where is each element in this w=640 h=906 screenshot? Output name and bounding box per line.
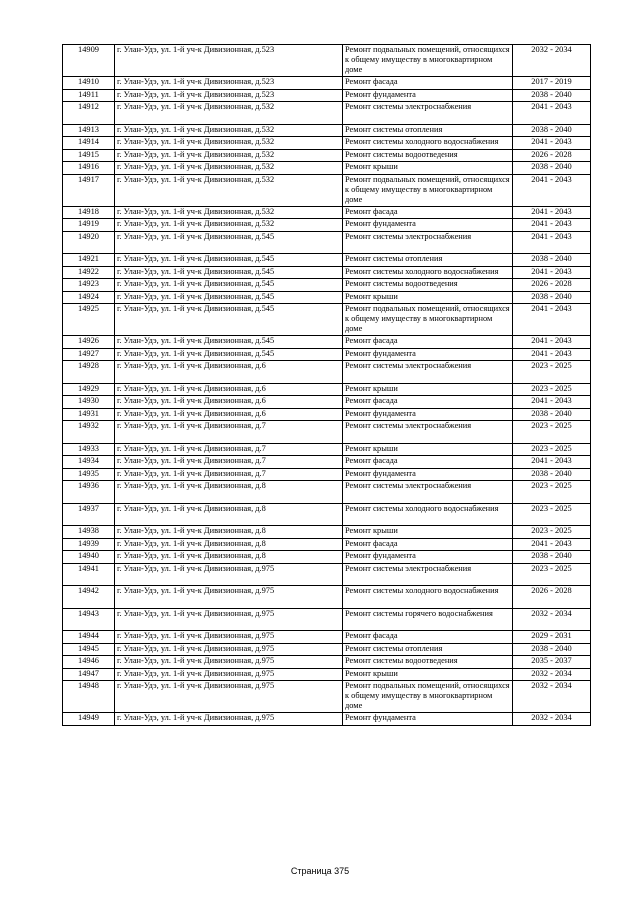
cell-num: 14932 (63, 421, 115, 444)
table-row (63, 206, 591, 219)
cell-work: Ремонт фасада (343, 336, 513, 349)
cell-num: 14925 (63, 304, 115, 336)
cell-addr: г. Улан-Удэ, ул. 1-й уч-к Дивизионная, д.532 (115, 137, 343, 150)
cell-work: Ремонт системы электроснабжения (343, 421, 513, 444)
cell-num: 14947 (63, 668, 115, 681)
table-row (63, 149, 591, 162)
table-row (63, 174, 591, 206)
cell-period: 2023 - 2025 (513, 526, 591, 539)
cell-addr: г. Улан-Удэ, ул. 1-й уч-к Дивизионная, д.975 (115, 668, 343, 681)
cell-work: Ремонт подвальных помещений, относящихся к общему имуществу в многоквартирном доме (343, 174, 513, 206)
cell-num: 14911 (63, 89, 115, 102)
cell-period: 2038 - 2040 (513, 643, 591, 656)
cell-period: 2032 - 2034 (513, 681, 591, 713)
cell-addr: г. Улан-Удэ, ул. 1-й уч-к Дивизионная, д.545 (115, 266, 343, 279)
cell-period: 2023 - 2025 (513, 361, 591, 384)
cell-period: 2038 - 2040 (513, 291, 591, 304)
cell-period: 2041 - 2043 (513, 336, 591, 349)
cell-num: 14919 (63, 219, 115, 232)
cell-work: Ремонт фундамента (343, 408, 513, 421)
cell-work: Ремонт системы отопления (343, 254, 513, 267)
table-row (63, 266, 591, 279)
cell-addr: г. Улан-Удэ, ул. 1-й уч-к Дивизионная, д.975 (115, 608, 343, 631)
cell-addr: г. Улан-Удэ, ул. 1-й уч-к Дивизионная, д.6 (115, 383, 343, 396)
table-row (63, 336, 591, 349)
cell-addr: г. Улан-Удэ, ул. 1-й уч-к Дивизионная, д.532 (115, 219, 343, 232)
cell-work: Ремонт крыши (343, 162, 513, 175)
table-row (63, 304, 591, 336)
table-row (63, 551, 591, 564)
cell-addr: г. Улан-Удэ, ул. 1-й уч-к Дивизионная, д.545 (115, 231, 343, 254)
cell-work: Ремонт фундамента (343, 551, 513, 564)
cell-addr: г. Улан-Удэ, ул. 1-й уч-к Дивизионная, д.8 (115, 503, 343, 526)
table-row (63, 254, 591, 267)
cell-num: 14915 (63, 149, 115, 162)
cell-num: 14928 (63, 361, 115, 384)
table-row (63, 408, 591, 421)
cell-num: 14937 (63, 503, 115, 526)
cell-num: 14924 (63, 291, 115, 304)
cell-num: 14912 (63, 102, 115, 125)
cell-addr: г. Улан-Удэ, ул. 1-й уч-к Дивизионная, д.8 (115, 481, 343, 504)
cell-addr: г. Улан-Удэ, ул. 1-й уч-к Дивизионная, д.532 (115, 206, 343, 219)
cell-addr: г. Улан-Удэ, ул. 1-й уч-к Дивизионная, д.975 (115, 681, 343, 713)
cell-addr: г. Улан-Удэ, ул. 1-й уч-к Дивизионная, д.532 (115, 149, 343, 162)
cell-work: Ремонт системы электроснабжения (343, 102, 513, 125)
cell-period: 2026 - 2028 (513, 279, 591, 292)
table-row (63, 162, 591, 175)
cell-addr: г. Улан-Удэ, ул. 1-й уч-к Дивизионная, д.8 (115, 526, 343, 539)
table-row (63, 396, 591, 409)
cell-addr: г. Улан-Удэ, ул. 1-й уч-к Дивизионная, д.6 (115, 408, 343, 421)
cell-num: 14942 (63, 586, 115, 609)
cell-period: 2041 - 2043 (513, 231, 591, 254)
cell-addr: г. Улан-Удэ, ул. 1-й уч-к Дивизионная, д.532 (115, 162, 343, 175)
cell-period: 2032 - 2034 (513, 668, 591, 681)
cell-period: 2023 - 2025 (513, 443, 591, 456)
cell-addr: г. Улан-Удэ, ул. 1-й уч-к Дивизионная, д.523 (115, 89, 343, 102)
cell-work: Ремонт фундамента (343, 713, 513, 726)
cell-work: Ремонт крыши (343, 383, 513, 396)
cell-period: 2038 - 2040 (513, 162, 591, 175)
cell-period: 2041 - 2043 (513, 219, 591, 232)
cell-addr: г. Улан-Удэ, ул. 1-й уч-к Дивизионная, д.975 (115, 643, 343, 656)
cell-num: 14922 (63, 266, 115, 279)
table-row (63, 563, 591, 586)
cell-work: Ремонт системы водоотведения (343, 656, 513, 669)
cell-period: 2041 - 2043 (513, 174, 591, 206)
cell-period: 2041 - 2043 (513, 304, 591, 336)
cell-work: Ремонт системы электроснабжения (343, 481, 513, 504)
cell-period: 2041 - 2043 (513, 206, 591, 219)
cell-work: Ремонт системы отопления (343, 643, 513, 656)
cell-num: 14926 (63, 336, 115, 349)
cell-num: 14930 (63, 396, 115, 409)
cell-period: 2035 - 2037 (513, 656, 591, 669)
cell-num: 14917 (63, 174, 115, 206)
cell-num: 14945 (63, 643, 115, 656)
cell-period: 2023 - 2025 (513, 421, 591, 444)
cell-work: Ремонт фасада (343, 396, 513, 409)
cell-addr: г. Улан-Удэ, ул. 1-й уч-к Дивизионная, д.532 (115, 102, 343, 125)
cell-num: 14941 (63, 563, 115, 586)
cell-num: 14910 (63, 77, 115, 90)
cell-num: 14929 (63, 383, 115, 396)
table-row (63, 586, 591, 609)
cell-num: 14939 (63, 538, 115, 551)
cell-addr: г. Улан-Удэ, ул. 1-й уч-к Дивизионная, д.8 (115, 538, 343, 551)
cell-num: 14920 (63, 231, 115, 254)
page-number: Страница 375 (290, 866, 350, 876)
cell-work: Ремонт фасада (343, 538, 513, 551)
cell-num: 14933 (63, 443, 115, 456)
cell-period: 2029 - 2031 (513, 631, 591, 644)
cell-addr: г. Улан-Удэ, ул. 1-й уч-к Дивизионная, д.7 (115, 421, 343, 444)
cell-work: Ремонт системы электроснабжения (343, 361, 513, 384)
cell-addr: г. Улан-Удэ, ул. 1-й уч-к Дивизионная, д.7 (115, 443, 343, 456)
cell-addr: г. Улан-Удэ, ул. 1-й уч-к Дивизионная, д.6 (115, 361, 343, 384)
cell-period: 2032 - 2034 (513, 608, 591, 631)
cell-addr: г. Улан-Удэ, ул. 1-й уч-к Дивизионная, д.7 (115, 456, 343, 469)
cell-addr: г. Улан-Удэ, ул. 1-й уч-к Дивизионная, д.545 (115, 348, 343, 361)
cell-period: 2023 - 2025 (513, 481, 591, 504)
cell-work: Ремонт системы холодного водоснабжения (343, 586, 513, 609)
cell-period: 2041 - 2043 (513, 538, 591, 551)
cell-num: 14914 (63, 137, 115, 150)
cell-num: 14946 (63, 656, 115, 669)
cell-period: 2038 - 2040 (513, 254, 591, 267)
cell-period: 2017 - 2019 (513, 77, 591, 90)
cell-work: Ремонт системы холодного водоснабжения (343, 266, 513, 279)
table-row (63, 89, 591, 102)
cell-addr: г. Улан-Удэ, ул. 1-й уч-к Дивизионная, д.545 (115, 336, 343, 349)
cell-period: 2032 - 2034 (513, 45, 591, 77)
table-row (63, 77, 591, 90)
table-row (63, 102, 591, 125)
cell-num: 14916 (63, 162, 115, 175)
cell-period: 2038 - 2040 (513, 468, 591, 481)
table-row (63, 668, 591, 681)
cell-work: Ремонт фундамента (343, 348, 513, 361)
cell-num: 14909 (63, 45, 115, 77)
cell-work: Ремонт системы отопления (343, 124, 513, 137)
table-row (63, 231, 591, 254)
cell-period: 2041 - 2043 (513, 137, 591, 150)
cell-addr: г. Улан-Удэ, ул. 1-й уч-к Дивизионная, д.975 (115, 656, 343, 669)
cell-period: 2023 - 2025 (513, 383, 591, 396)
cell-addr: г. Улан-Удэ, ул. 1-й уч-к Дивизионная, д.6 (115, 396, 343, 409)
table-row (63, 45, 591, 77)
table-row (63, 503, 591, 526)
cell-addr: г. Улан-Удэ, ул. 1-й уч-к Дивизионная, д.523 (115, 45, 343, 77)
cell-period: 2038 - 2040 (513, 408, 591, 421)
cell-addr: г. Улан-Удэ, ул. 1-й уч-к Дивизионная, д.975 (115, 563, 343, 586)
cell-work: Ремонт крыши (343, 291, 513, 304)
cell-addr: г. Улан-Удэ, ул. 1-й уч-к Дивизионная, д.545 (115, 279, 343, 292)
repair-schedule-table (62, 44, 591, 726)
cell-work: Ремонт системы холодного водоснабжения (343, 503, 513, 526)
cell-num: 14943 (63, 608, 115, 631)
cell-work: Ремонт фасада (343, 77, 513, 90)
table-row (63, 348, 591, 361)
cell-period: 2041 - 2043 (513, 456, 591, 469)
cell-num: 14934 (63, 456, 115, 469)
cell-num: 14936 (63, 481, 115, 504)
cell-addr: г. Улан-Удэ, ул. 1-й уч-к Дивизионная, д.8 (115, 551, 343, 564)
cell-num: 14940 (63, 551, 115, 564)
table-row (63, 124, 591, 137)
table-row (63, 538, 591, 551)
cell-num: 14948 (63, 681, 115, 713)
cell-work: Ремонт крыши (343, 668, 513, 681)
table-row (63, 443, 591, 456)
table-body (63, 45, 591, 726)
cell-work: Ремонт крыши (343, 443, 513, 456)
table-row (63, 361, 591, 384)
cell-period: 2023 - 2025 (513, 503, 591, 526)
cell-work: Ремонт фундамента (343, 89, 513, 102)
cell-period: 2026 - 2028 (513, 586, 591, 609)
table-row (63, 713, 591, 726)
cell-addr: г. Улан-Удэ, ул. 1-й уч-к Дивизионная, д.545 (115, 254, 343, 267)
cell-period: 2041 - 2043 (513, 266, 591, 279)
cell-work: Ремонт крыши (343, 526, 513, 539)
cell-work: Ремонт системы электроснабжения (343, 563, 513, 586)
cell-period: 2038 - 2040 (513, 551, 591, 564)
cell-work: Ремонт системы водоотведения (343, 149, 513, 162)
cell-work: Ремонт фундамента (343, 468, 513, 481)
cell-addr: г. Улан-Удэ, ул. 1-й уч-к Дивизионная, д.975 (115, 713, 343, 726)
cell-work: Ремонт фасада (343, 456, 513, 469)
cell-work: Ремонт фасада (343, 631, 513, 644)
table-row (63, 608, 591, 631)
cell-period: 2041 - 2043 (513, 348, 591, 361)
cell-period: 2041 - 2043 (513, 396, 591, 409)
cell-addr: г. Улан-Удэ, ул. 1-й уч-к Дивизионная, д.975 (115, 586, 343, 609)
cell-addr: г. Улан-Удэ, ул. 1-й уч-к Дивизионная, д.545 (115, 304, 343, 336)
cell-period: 2038 - 2040 (513, 124, 591, 137)
table-row (63, 631, 591, 644)
cell-addr: г. Улан-Удэ, ул. 1-й уч-к Дивизионная, д.532 (115, 174, 343, 206)
table-row (63, 643, 591, 656)
table-row (63, 137, 591, 150)
cell-work: Ремонт системы электроснабжения (343, 231, 513, 254)
table-row (63, 383, 591, 396)
table-row (63, 656, 591, 669)
cell-num: 14944 (63, 631, 115, 644)
cell-num: 14935 (63, 468, 115, 481)
cell-num: 14938 (63, 526, 115, 539)
cell-addr: г. Улан-Удэ, ул. 1-й уч-к Дивизионная, д.545 (115, 291, 343, 304)
cell-num: 14931 (63, 408, 115, 421)
table-row (63, 526, 591, 539)
cell-num: 14918 (63, 206, 115, 219)
cell-num: 14927 (63, 348, 115, 361)
cell-num: 14923 (63, 279, 115, 292)
table-row (63, 481, 591, 504)
cell-work: Ремонт подвальных помещений, относящихся к общему имуществу в многоквартирном доме (343, 45, 513, 77)
cell-num: 14949 (63, 713, 115, 726)
cell-work: Ремонт системы горячего водоснабжения (343, 608, 513, 631)
cell-work: Ремонт фасада (343, 206, 513, 219)
table-row (63, 456, 591, 469)
cell-addr: г. Улан-Удэ, ул. 1-й уч-к Дивизионная, д.975 (115, 631, 343, 644)
cell-num: 14921 (63, 254, 115, 267)
cell-addr: г. Улан-Удэ, ул. 1-й уч-к Дивизионная, д.7 (115, 468, 343, 481)
table-row (63, 219, 591, 232)
table-row (63, 279, 591, 292)
cell-period: 2026 - 2028 (513, 149, 591, 162)
table-row (63, 421, 591, 444)
cell-work: Ремонт подвальных помещений, относящихся к общему имуществу в многоквартирном доме (343, 681, 513, 713)
table-row (63, 291, 591, 304)
cell-period: 2041 - 2043 (513, 102, 591, 125)
cell-num: 14913 (63, 124, 115, 137)
cell-work: Ремонт фундамента (343, 219, 513, 232)
cell-period: 2023 - 2025 (513, 563, 591, 586)
cell-period: 2038 - 2040 (513, 89, 591, 102)
table-row (63, 681, 591, 713)
cell-work: Ремонт системы водоотведения (343, 279, 513, 292)
table-row (63, 468, 591, 481)
cell-period: 2032 - 2034 (513, 713, 591, 726)
cell-addr: г. Улан-Удэ, ул. 1-й уч-к Дивизионная, д.532 (115, 124, 343, 137)
cell-addr: г. Улан-Удэ, ул. 1-й уч-к Дивизионная, д.523 (115, 77, 343, 90)
cell-work: Ремонт системы холодного водоснабжения (343, 137, 513, 150)
cell-work: Ремонт подвальных помещений, относящихся к общему имуществу в многоквартирном доме (343, 304, 513, 336)
